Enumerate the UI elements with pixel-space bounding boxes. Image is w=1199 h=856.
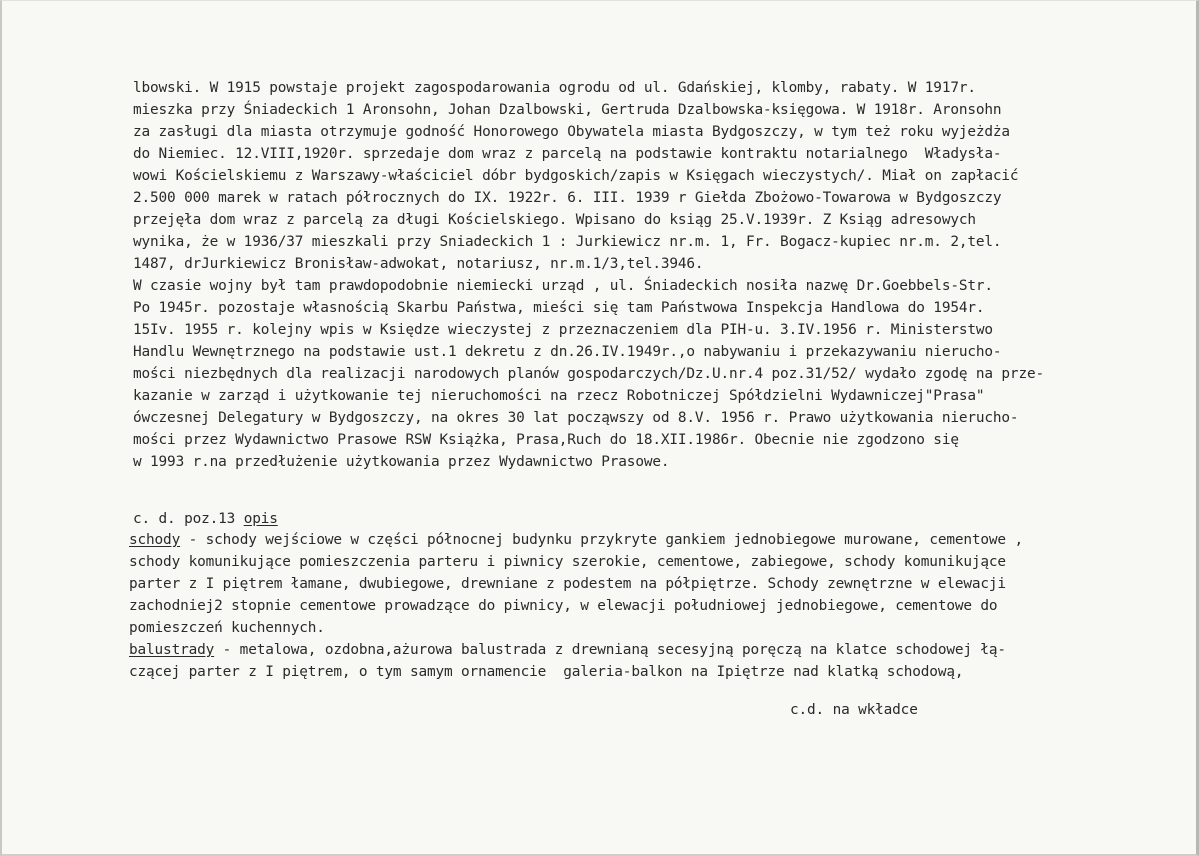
paragraph-line: za zasługi dla miasta otrzymuje godność Honorowego Obywatela miasta Bydgoszczy, w tym też roku wyjeżdża: [133, 124, 1010, 140]
balustrady-line: czącej parter z I piętrem, o tym samym ornamencie galeria-balkon na Ipiętrze nad klatką schodową,: [129, 664, 964, 680]
paragraph-line: 1487, drJurkiewicz Bronisław-adwokat, notariusz, nr.m.1/3,tel.3946.: [133, 256, 704, 272]
paragraph-line: Po 1945r. pozostaje własnością Skarbu Państwa, mieści się tam Państwowa Inspekcja Handlowa do 1954r.: [133, 300, 985, 316]
paragraph-line: do Niemiec. 12.VIII,1920r. sprzedaje dom wraz z parcelą na podstawie kontraktu notarialnego Władysła-: [133, 146, 1002, 162]
schody-label: schody: [129, 532, 181, 548]
paragraph-line: w 1993 r.na przedłużenie użytkowania przez Wydawnictwo Prasowe.: [133, 454, 670, 470]
paragraph-line: kazanie w zarząd i użytkowanie tej nieruchomości na rzecz Robotniczej Spółdzielni Wydawniczej"Prasa": [133, 388, 985, 404]
schody-line: zachodniej2 stopnie cementowe prowadzące do piwnicy, w elewacji południowej jednobiegowe, cementowe do: [129, 598, 998, 614]
paragraph-line: ówczesnej Delegatury w Bydgoszczy, na okres 30 lat począwszy od 8.V. 1956 r. Prawo użytkowania nierucho-: [133, 410, 1019, 426]
section-heading-prefix: c. d. poz.13: [133, 511, 244, 527]
paragraph-line: wynika, że w 1936/37 mieszkali przy Sniadeckich 1 : Jurkiewicz nr.m. 1, Fr. Bogacz-kupiec nr.m. 2,tel.: [133, 234, 1002, 250]
section-heading-underlined: opis: [243, 511, 278, 527]
paragraph-line: 15Iv. 1955 r. kolejny wpis w Księdze wieczystej z przeznaczeniem dla PIH-u. 3.IV.1956 r. Ministerstwo: [133, 322, 993, 338]
schody-line: schody komunikujące pomieszczenia parteru i piwnicy szerokie, cementowe, zabiegowe, schody komunikujące: [129, 554, 1006, 570]
balustrady-line: [129, 641, 1006, 659]
schody-text: - schody wejściowe w części północnej budynku przykryte gankiem jednobiegowe murowane, cementowe ,: [180, 532, 1023, 548]
schody-line: parter z I piętrem łamane, dwubiegowe, drewniane z podestem na półpiętrze. Schody zewnętrzne w elewacji: [129, 576, 1006, 592]
paragraph-line: wowi Kościelskiemu z Warszawy-właściciel dóbr bydgoskich/zapis w Księgach wieczystych/. Miał on zapłacić: [133, 168, 1019, 184]
balustrady-label: balustrady: [129, 642, 215, 658]
schody-line: [129, 531, 1023, 549]
paragraph-line: mości przez Wydawnictwo Prasowe RSW Książka, Prasa,Ruch do 18.XII.1986r. Obecnie nie zgodzono się: [133, 432, 959, 448]
section-heading: [133, 510, 278, 528]
balustrady-text: - metalowa, ozdobna,ażurowa balustrada z drewnianą secesyjną poręczą na klatce schodowej łą-: [214, 642, 1006, 658]
paragraph-line: Handlu Wewnętrznego na podstawie ust.1 dekretu z dn.26.IV.1949r.,o nabywaniu i przekazywaniu nierucho-: [133, 344, 1002, 360]
paragraph-line: mieszka przy Śniadeckich 1 Aronsohn, Johan Dzalbowski, Gertruda Dzalbowska-księgowa. W 1918r. Aronsohn: [133, 102, 1002, 118]
paragraph-line: lbowski. W 1915 powstaje projekt zagospodarowania ogrodu od ul. Gdańskiej, klomby, rabaty. W 1917r.: [133, 80, 976, 96]
paragraph-line: przejęła dom wraz z parcelą za długi Kościelskiego. Wpisano do ksiąg 25.V.1939r. Z Ksiąg adresowych: [133, 212, 976, 228]
schody-line: pomieszczeń kuchennych.: [129, 620, 325, 636]
paragraph-line: 2.500 000 marek w ratach półrocznych do IX. 1922r. 6. III. 1939 r Giełda Zbożowo-Towarowa w Bydgoszczy: [133, 190, 1002, 206]
continuation-note: c.d. na wkładce: [790, 702, 918, 718]
paragraph-line: W czasie wojny był tam prawdopodobnie niemiecki urząd , ul. Śniadeckich nosiła nazwę Dr.Goebbels-Str.: [133, 278, 993, 294]
paragraph-line: mości niezbędnych dla realizacji narodowych planów gospodarczych/Dz.U.nr.4 poz.31/52/ wydało zgodę na prze-: [133, 366, 1044, 382]
